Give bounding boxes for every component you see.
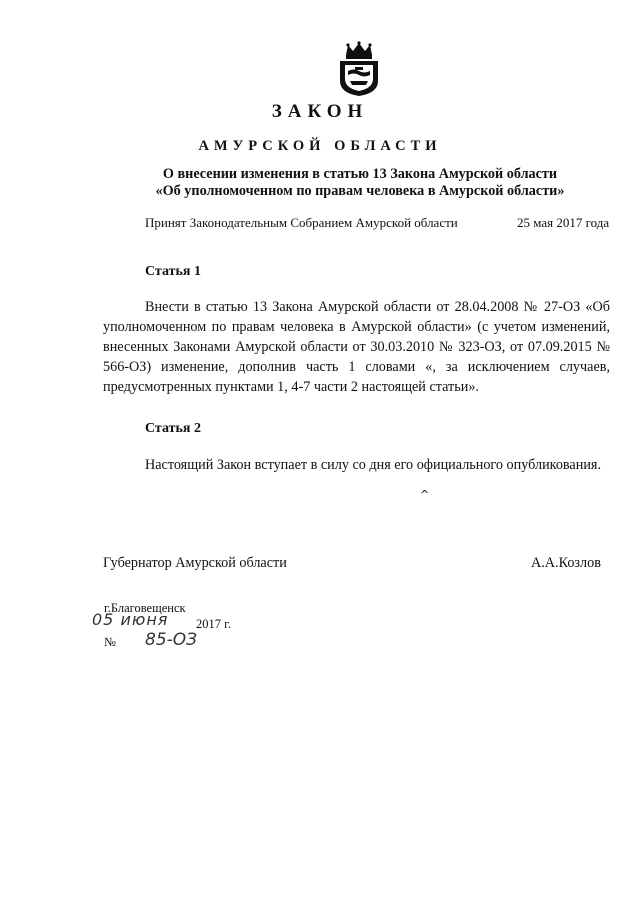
footer-number-handwritten: 85-ОЗ <box>145 630 198 650</box>
subtitle-line-2: «Об уполномоченном по правам человека в Амурской области» <box>155 183 565 199</box>
article-1-body: Внести в статью 13 Закона Амурской области от 28.04.2008 № 27-ОЗ «Об уполномоченном по правам человека в Амурской области» (с учетом изменений, внесенных Законами Амурской области от 30.03.2010 № 323-ОЗ, от 07.09.2015 № 566-ОЗ) изменение, дополнив часть 1 словами «, за исключением случаев, предусмотренных пунктами 1, 4-7 части 2 настоящей статьи». <box>103 299 610 395</box>
article-1-heading: Статья 1 <box>145 264 201 279</box>
article-2-text <box>103 455 610 475</box>
article-2-heading: Статья 2 <box>145 421 201 436</box>
footer-date-handwritten: 05 июня <box>92 610 169 629</box>
adoption-date: 25 мая 2017 года <box>517 215 610 230</box>
article-1-text <box>103 297 610 397</box>
signatory-name: А.А.Козлов <box>531 555 601 571</box>
coat-of-arms-icon <box>336 41 382 97</box>
signatory-position: Губернатор Амурской области <box>103 555 287 571</box>
document-title: ЗАКОН <box>271 101 369 122</box>
footer-year: 2017 г. <box>196 617 231 631</box>
footer-number-prefix: № <box>104 635 116 649</box>
subtitle-line-1: О внесении изменения в статью 13 Закона Амурской области <box>162 166 558 182</box>
caret-mark: ^ <box>420 488 430 501</box>
document-region: АМУРСКОЙ ОБЛАСТИ <box>198 138 442 154</box>
footer-city: г.Благовещенск <box>104 601 186 615</box>
article-2-body: Настоящий Закон вступает в силу со дня его официального опубликования. <box>145 457 601 473</box>
adoption-body: Принят Законодательным Собранием Амурской области <box>145 215 458 230</box>
